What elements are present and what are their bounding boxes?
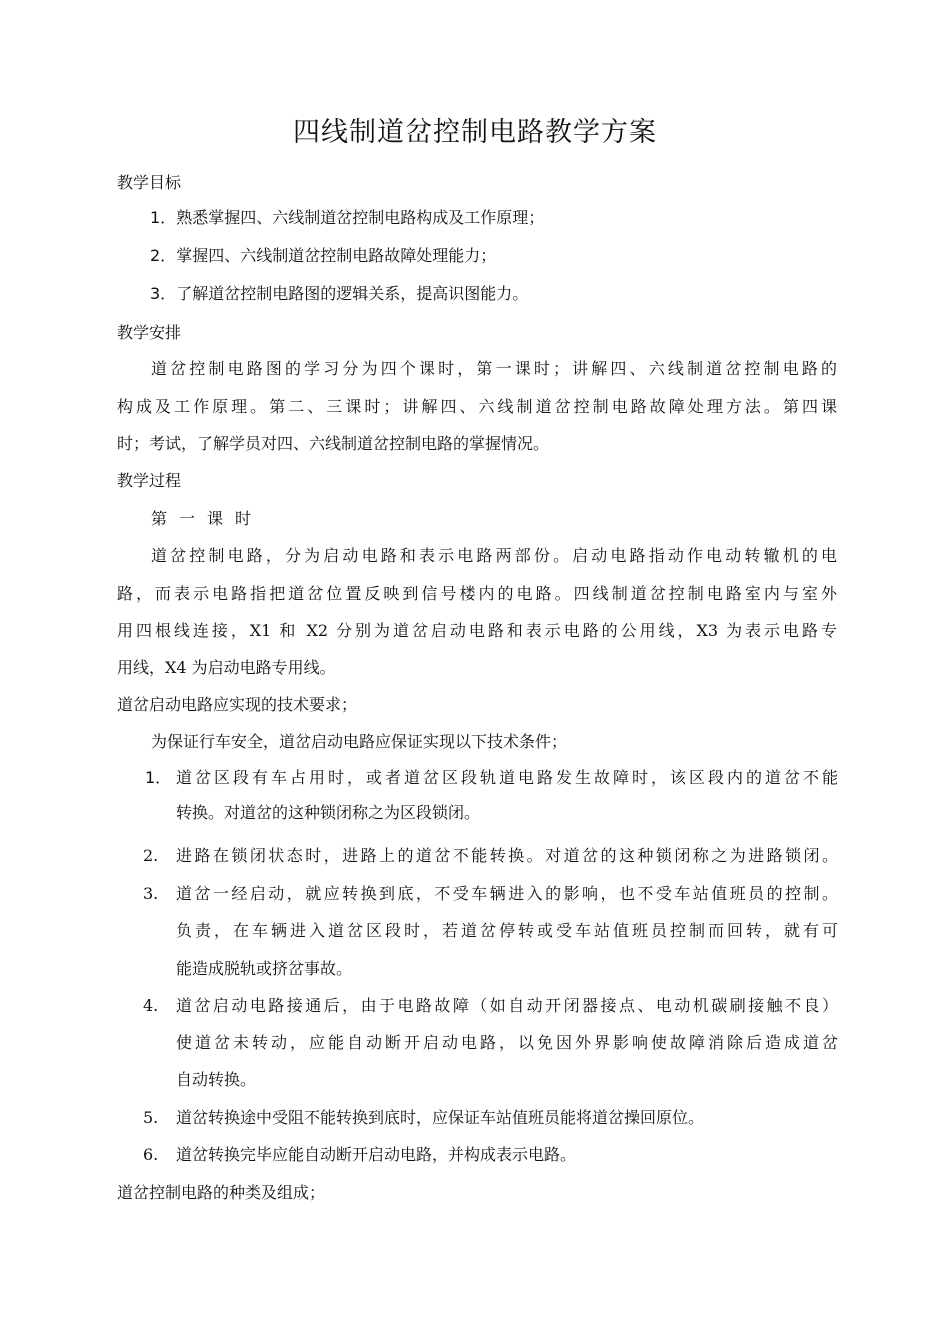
requirements-intro: 为保证行车安全，道岔启动电路应保证实现以下技术条件； (151, 732, 568, 751)
requirement-line: 使道岔未转动，应能自动断开启动电路，以免因外界影响使故障消除后造成道岔 (176, 1033, 838, 1052)
requirement-line: 自动转换。 (176, 1070, 257, 1089)
heading-arrangement: 教学安排 (117, 323, 182, 342)
goal-text: 了解道岔控制电路图的逻辑关系，提高识图能力。 (176, 284, 529, 303)
requirement-line: 道岔转换途中受阻不能转换到底时，应保证车站值班员能将道岔操回原位。 (176, 1108, 705, 1127)
requirement-line: 道岔转换完毕应能自动断开启动电路，并构成表示电路。 (176, 1145, 577, 1164)
heading-types: 道岔控制电路的种类及组成； (117, 1183, 326, 1202)
heading-requirements: 道岔启动电路应实现的技术要求； (117, 695, 358, 714)
requirement-line: 负责，在车辆进入道岔区段时，若道岔停转或受车站值班员控制而回转，就有可 (176, 921, 838, 940)
heading-goals: 教学目标 (117, 173, 182, 192)
requirement-number: 2. (143, 846, 159, 865)
arrangement-line: 时；考试，了解学员对四、六线制道岔控制电路的掌握情况。 (117, 434, 550, 453)
process-line: 道岔控制电路，分为启动电路和表示电路两部份。启动电路指动作电动转辙机的电 (151, 546, 837, 565)
arrangement-line: 构成及工作原理。第二、三课时；讲解四、六线制道岔控制电路故障处理方法。第四课 (117, 397, 837, 416)
requirement-number: 6. (143, 1145, 159, 1164)
requirement-line: 能造成脱轨或挤岔事故。 (176, 959, 353, 978)
goal-number: 3． (150, 284, 177, 303)
goal-item (150, 283, 528, 305)
process-line: 路，而表示电路指把道岔位置反映到信号楼内的电路。四线制道岔控制电路室内与室外 (117, 584, 837, 603)
requirement-line: 进路在锁闭状态时，进路上的道岔不能转换。对道岔的这种锁闭称之为进路锁闭。 (176, 846, 838, 865)
process-line: 用线，X4 为启动电路专用线。 (117, 658, 336, 677)
heading-process: 教学过程 (117, 471, 182, 490)
goal-item (150, 207, 544, 229)
goal-number: 1． (150, 208, 177, 227)
requirement-line: 道岔启动电路接通后，由于电路故障（如自动开闭器接点、电动机碳刷接触不良） (176, 996, 838, 1015)
requirement-line: 道岔一经启动，就应转换到底，不受车辆进入的影响，也不受车站值班员的控制。 (176, 884, 838, 903)
requirement-number: 4. (143, 996, 159, 1015)
arrangement-line: 道岔控制电路图的学习分为四个课时，第一课时；讲解四、六线制道岔控制电路的 (151, 359, 837, 378)
requirement-number: 3. (143, 884, 159, 903)
goal-text: 掌握四、六线制道岔控制电路故障处理能力； (176, 246, 497, 265)
page-title: 四线制道岔控制电路教学方案 (293, 117, 657, 148)
goal-item (150, 245, 496, 267)
process-line: 用四根线连接，X1 和 X2 分别为道岔启动电路和表示电路的公用线，X3 为表示电路专 (117, 621, 837, 640)
goal-number: 2． (150, 246, 177, 265)
requirement-line: 道岔区段有车占用时，或者道岔区段轨道电路发生故障时，该区段内的道岔不能 (176, 768, 838, 787)
requirement-number: 1． (145, 768, 172, 787)
requirement-number: 5. (143, 1108, 159, 1127)
requirement-line: 转换。对道岔的这种锁闭称之为区段锁闭。 (176, 803, 481, 822)
lesson-heading: 第一课时 (151, 509, 264, 528)
goal-text: 熟悉掌握四、六线制道岔控制电路构成及工作原理； (176, 208, 545, 227)
